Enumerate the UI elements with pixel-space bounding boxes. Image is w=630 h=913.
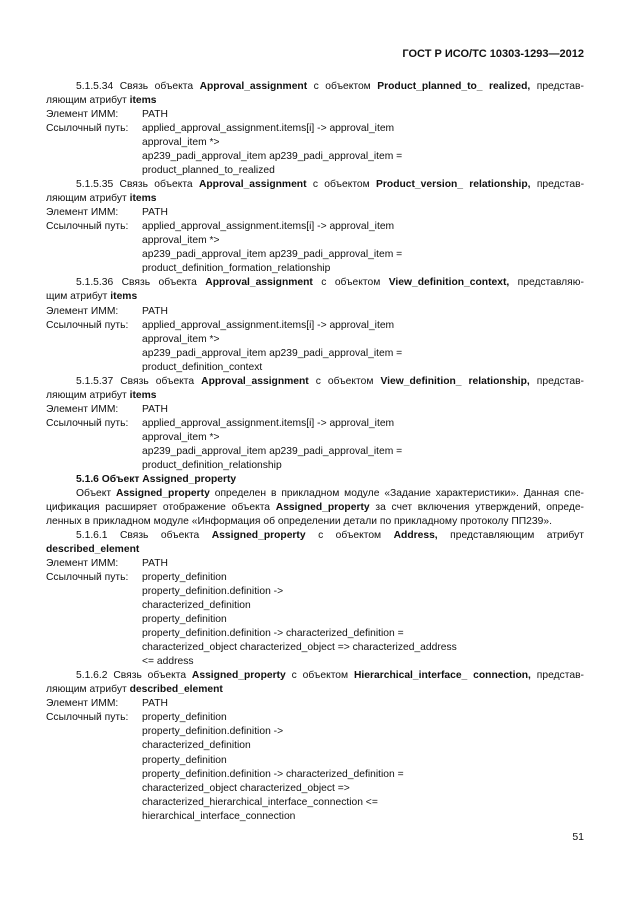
path-line: characterized_definition xyxy=(142,600,251,612)
document-body xyxy=(46,80,584,824)
clause-heading-cont: ляющим атрибут items xyxy=(46,193,157,205)
path-line: property_definition.definition -> xyxy=(142,726,284,738)
path-line: property_definition xyxy=(142,614,227,626)
paragraph-line: Объект Assigned_property определен в прикладном модуле «Задание характеристики». Данная спе- xyxy=(76,487,584,499)
path-line: product_planned_to_realized xyxy=(142,165,275,177)
clause-heading: 5.1.5.34 Связь объекта Approval_assignment с объектом Product_planned_to_ realized, представ- xyxy=(76,81,584,92)
clause-heading-cont: ляющим атрибут items xyxy=(46,389,157,401)
document-header: ГОСТ Р ИСО/ТС 10303-1293—2012 xyxy=(402,48,584,60)
path-line: approval_item *> xyxy=(142,235,220,247)
section-5-1-6-2 xyxy=(46,669,584,823)
path-line: approval_item *> xyxy=(142,333,220,345)
clause-heading: 5.1.5.37 Связь объекта Approval_assignment с объектом View_definition_ relationship, представ- xyxy=(76,375,584,387)
clause-heading-cont: щим атрибут items xyxy=(46,291,138,303)
section-5-1-5-37 xyxy=(46,375,584,473)
path-line: ap239_padi_approval_item ap239_padi_approval_item = xyxy=(142,445,403,457)
section-heading: 5.1.6 Объект Assigned_property xyxy=(76,473,237,485)
path-line: characterized_object characterized_object => xyxy=(142,782,350,794)
section-5-1-5-36 xyxy=(46,276,584,374)
section-5-1-6 xyxy=(46,473,584,529)
path-row: Ссылочный путь: applied_approval_assignment.items[i] -> approval_item xyxy=(46,123,395,135)
path-line: ap239_padi_approval_item ap239_padi_approval_item = xyxy=(142,249,403,261)
path-line: property_definition.definition -> characterized_definition = xyxy=(142,628,404,640)
path-line: property_definition.definition -> characterized_definition = xyxy=(142,768,404,780)
path-line: ap239_padi_approval_item ap239_padi_approval_item = xyxy=(142,347,403,359)
path-line: property_definition.definition -> xyxy=(142,586,284,598)
element-row: Элемент ИММ: PATH xyxy=(46,558,168,570)
section-5-1-5-35 xyxy=(46,178,584,276)
page-number: 51 xyxy=(572,831,584,843)
path-line: hierarchical_interface_connection xyxy=(142,810,296,822)
clause-heading: 5.1.5.36 Связь объекта Approval_assignment с объектом View_definition_context, представляю- xyxy=(76,277,584,289)
path-line: product_definition_formation_relationship xyxy=(142,263,331,275)
path-row: Ссылочный путь: property_definition xyxy=(46,572,227,584)
clause-heading-cont: described_element xyxy=(46,544,140,556)
element-row: Элемент ИММ: PATH xyxy=(46,109,168,121)
path-row: Ссылочный путь: applied_approval_assignment.items[i] -> approval_item xyxy=(46,319,395,331)
paragraph-line: ленных в прикладном модуле «Информация об определении детали по прикладному протоколу ПП239». xyxy=(46,515,552,527)
element-row: Элемент ИММ: PATH xyxy=(46,403,168,415)
clause-heading: 5.1.5.35 Связь объекта Approval_assignment с объектом Product_version_ relationship, представ- xyxy=(76,179,584,191)
clause-heading: 5.1.6.1 Связь объекта Assigned_property с объектом Address, представляющим атрибут xyxy=(76,530,584,541)
path-line: property_definition xyxy=(142,754,227,766)
element-row: Элемент ИММ: PATH xyxy=(46,207,168,219)
section-5-1-5-34 xyxy=(46,80,584,178)
clause-heading-cont: ляющим атрибут described_element xyxy=(46,684,223,696)
paragraph-line: цификация расширяет отображение объекта Assigned_property за счет включения утверждений, опреде- xyxy=(46,501,584,513)
path-line: characterized_definition xyxy=(142,740,251,752)
path-row: Ссылочный путь: applied_approval_assignment.items[i] -> approval_item xyxy=(46,417,395,429)
clause-heading: 5.1.6.2 Связь объекта Assigned_property с объектом Hierarchical_interface_ connection, представ- xyxy=(76,670,584,682)
path-line: ap239_padi_approval_item ap239_padi_approval_item = xyxy=(142,151,403,163)
element-row: Элемент ИММ: PATH xyxy=(46,305,168,317)
path-line: product_definition_relationship xyxy=(142,459,282,471)
element-row: Элемент ИММ: PATH xyxy=(46,698,168,710)
path-line: approval_item *> xyxy=(142,137,220,149)
path-line: product_definition_context xyxy=(142,361,263,373)
clause-heading-cont: ляющим атрибут items xyxy=(46,95,157,107)
path-line: characterized_hierarchical_interface_connection <= xyxy=(142,796,378,808)
path-row: Ссылочный путь: applied_approval_assignment.items[i] -> approval_item xyxy=(46,221,395,233)
path-line: approval_item *> xyxy=(142,431,220,443)
section-5-1-6-1 xyxy=(46,529,584,669)
path-line: <= address xyxy=(142,656,194,668)
path-line: characterized_object characterized_object => characterized_address xyxy=(142,642,457,654)
path-row: Ссылочный путь: property_definition xyxy=(46,712,227,724)
